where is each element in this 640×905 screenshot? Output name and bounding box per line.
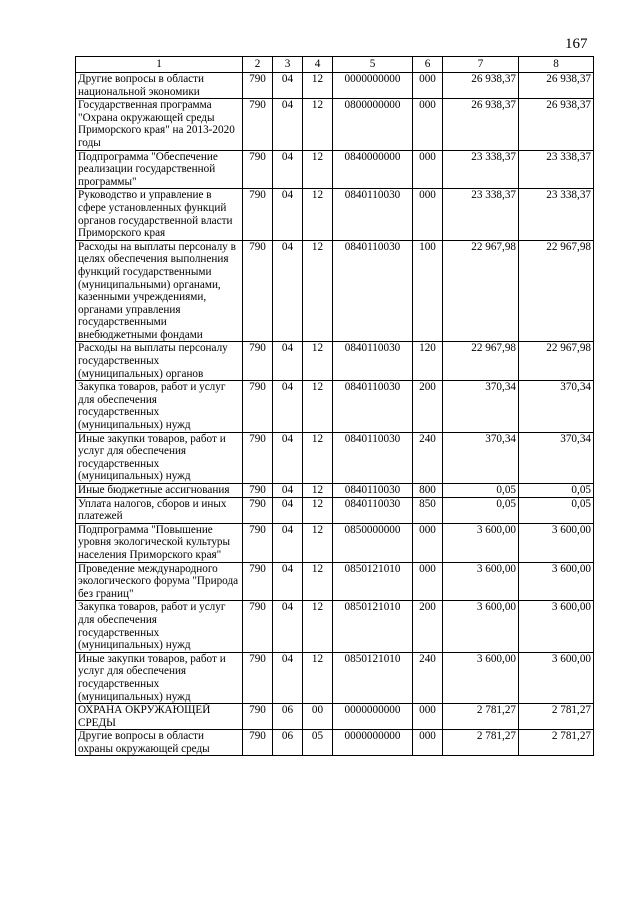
amount-col8: 3 600,00 <box>519 601 594 652</box>
budget-table <box>75 56 594 756</box>
row-name: Закупка товаров, работ и услуг для обеспечения государственных (муниципальных) нужд <box>76 381 243 432</box>
section-code: 06 <box>273 730 303 756</box>
amount-col7: 0,05 <box>443 497 519 523</box>
table-row <box>76 730 594 756</box>
amount-col8: 23 338,37 <box>519 150 594 189</box>
expense-type-code: 000 <box>413 73 443 99</box>
row-name: Иные бюджетные ассигнования <box>76 484 243 498</box>
amount-col8: 26 938,37 <box>519 99 594 150</box>
expense-type-code: 000 <box>413 150 443 189</box>
expense-type-code: 000 <box>413 99 443 150</box>
table-row <box>76 342 594 381</box>
expense-type-code: 240 <box>413 652 443 703</box>
table-row <box>76 484 594 498</box>
target-article-code: 0840110030 <box>333 189 413 240</box>
amount-col7: 370,34 <box>443 432 519 483</box>
target-article-code: 0000000000 <box>333 730 413 756</box>
row-name: Другие вопросы в области национальной экономики <box>76 73 243 99</box>
ministry-code: 790 <box>243 99 273 150</box>
table-row <box>76 150 594 189</box>
subsection-code: 12 <box>303 342 333 381</box>
amount-col7: 22 967,98 <box>443 342 519 381</box>
section-code: 04 <box>273 99 303 150</box>
table-row <box>76 704 594 730</box>
row-name: Расходы на выплаты персоналу в целях обеспечения выполнения функций государственными (муниципальными) органами, казенными учреждениями, органами управления государственными внебюджетными фондами <box>76 240 243 342</box>
row-name: Иные закупки товаров, работ и услуг для обеспечения государственных (муниципальных) нужд <box>76 432 243 483</box>
ministry-code: 790 <box>243 342 273 381</box>
target-article-code: 0850000000 <box>333 523 413 562</box>
table-row <box>76 652 594 703</box>
section-code: 04 <box>273 189 303 240</box>
section-code: 04 <box>273 562 303 601</box>
section-code: 04 <box>273 652 303 703</box>
expense-type-code: 000 <box>413 730 443 756</box>
table-row <box>76 601 594 652</box>
amount-col8: 3 600,00 <box>519 523 594 562</box>
section-code: 04 <box>273 497 303 523</box>
ministry-code: 790 <box>243 652 273 703</box>
table-row <box>76 562 594 601</box>
target-article-code: 0850121010 <box>333 652 413 703</box>
section-code: 04 <box>273 73 303 99</box>
expense-type-code: 120 <box>413 342 443 381</box>
subsection-code: 12 <box>303 497 333 523</box>
ministry-code: 790 <box>243 730 273 756</box>
amount-col7: 23 338,37 <box>443 150 519 189</box>
row-name: Расходы на выплаты персоналу государственных (муниципальных) органов <box>76 342 243 381</box>
row-name: ОХРАНА ОКРУЖАЮЩЕЙ СРЕДЫ <box>76 704 243 730</box>
ministry-code: 790 <box>243 73 273 99</box>
target-article-code: 0840000000 <box>333 150 413 189</box>
column-header: 5 <box>333 57 413 73</box>
ministry-code: 790 <box>243 562 273 601</box>
row-name: Закупка товаров, работ и услуг для обеспечения государственных (муниципальных) нужд <box>76 601 243 652</box>
table-row <box>76 240 594 342</box>
subsection-code: 12 <box>303 99 333 150</box>
subsection-code: 00 <box>303 704 333 730</box>
amount-col8: 2 781,27 <box>519 704 594 730</box>
ministry-code: 790 <box>243 704 273 730</box>
amount-col8: 0,05 <box>519 484 594 498</box>
ministry-code: 790 <box>243 523 273 562</box>
amount-col7: 2 781,27 <box>443 730 519 756</box>
row-name: Подпрограмма "Обеспечение реализации государственной программы" <box>76 150 243 189</box>
section-code: 06 <box>273 704 303 730</box>
subsection-code: 05 <box>303 730 333 756</box>
target-article-code: 0850121010 <box>333 562 413 601</box>
row-name: Другие вопросы в области охраны окружающей среды <box>76 730 243 756</box>
amount-col8: 370,34 <box>519 381 594 432</box>
target-article-code: 0840110030 <box>333 497 413 523</box>
row-name: Подпрограмма "Повышение уровня экологической культуры населения Приморского края" <box>76 523 243 562</box>
amount-col8: 3 600,00 <box>519 652 594 703</box>
section-code: 04 <box>273 342 303 381</box>
ministry-code: 790 <box>243 381 273 432</box>
section-code: 04 <box>273 523 303 562</box>
target-article-code: 0800000000 <box>333 99 413 150</box>
table-row <box>76 523 594 562</box>
section-code: 04 <box>273 484 303 498</box>
expense-type-code: 200 <box>413 381 443 432</box>
amount-col8: 22 967,98 <box>519 342 594 381</box>
amount-col7: 0,05 <box>443 484 519 498</box>
ministry-code: 790 <box>243 601 273 652</box>
column-header: 4 <box>303 57 333 73</box>
column-header: 7 <box>443 57 519 73</box>
amount-col7: 3 600,00 <box>443 601 519 652</box>
target-article-code: 0000000000 <box>333 73 413 99</box>
column-header: 8 <box>519 57 594 73</box>
target-article-code: 0840110030 <box>333 484 413 498</box>
table-row <box>76 381 594 432</box>
expense-type-code: 000 <box>413 562 443 601</box>
row-name: Государственная программа "Охрана окружающей среды Приморского края" на 2013-2020 годы <box>76 99 243 150</box>
expense-type-code: 100 <box>413 240 443 342</box>
ministry-code: 790 <box>243 484 273 498</box>
section-code: 04 <box>273 601 303 652</box>
row-name: Руководство и управление в сфере установленных функций органов государственной власти Приморского края <box>76 189 243 240</box>
table-row <box>76 432 594 483</box>
amount-col7: 3 600,00 <box>443 523 519 562</box>
amount-col8: 23 338,37 <box>519 189 594 240</box>
expense-type-code: 240 <box>413 432 443 483</box>
table-header-row <box>76 57 594 73</box>
amount-col8: 3 600,00 <box>519 562 594 601</box>
amount-col8: 22 967,98 <box>519 240 594 342</box>
amount-col7: 22 967,98 <box>443 240 519 342</box>
amount-col8: 2 781,27 <box>519 730 594 756</box>
subsection-code: 12 <box>303 189 333 240</box>
amount-col7: 26 938,37 <box>443 73 519 99</box>
expense-type-code: 850 <box>413 497 443 523</box>
amount-col7: 3 600,00 <box>443 652 519 703</box>
section-code: 04 <box>273 240 303 342</box>
subsection-code: 12 <box>303 601 333 652</box>
subsection-code: 12 <box>303 240 333 342</box>
subsection-code: 12 <box>303 652 333 703</box>
row-name: Уплата налогов, сборов и иных платежей <box>76 497 243 523</box>
row-name: Иные закупки товаров, работ и услуг для обеспечения государственных (муниципальных) нужд <box>76 652 243 703</box>
subsection-code: 12 <box>303 150 333 189</box>
expense-type-code: 200 <box>413 601 443 652</box>
column-header: 1 <box>76 57 243 73</box>
section-code: 04 <box>273 150 303 189</box>
subsection-code: 12 <box>303 562 333 601</box>
section-code: 04 <box>273 381 303 432</box>
subsection-code: 12 <box>303 523 333 562</box>
subsection-code: 12 <box>303 73 333 99</box>
amount-col7: 23 338,37 <box>443 189 519 240</box>
row-name: Проведение международного экологического форума "Природа без границ" <box>76 562 243 601</box>
target-article-code: 0850121010 <box>333 601 413 652</box>
amount-col8: 26 938,37 <box>519 73 594 99</box>
table-row <box>76 99 594 150</box>
ministry-code: 790 <box>243 150 273 189</box>
expense-type-code: 000 <box>413 704 443 730</box>
target-article-code: 0840110030 <box>333 381 413 432</box>
ministry-code: 790 <box>243 497 273 523</box>
column-header: 3 <box>273 57 303 73</box>
ministry-code: 790 <box>243 240 273 342</box>
table-row <box>76 73 594 99</box>
target-article-code: 0000000000 <box>333 704 413 730</box>
page-number: 167 <box>565 36 588 52</box>
table-row <box>76 497 594 523</box>
target-article-code: 0840110030 <box>333 240 413 342</box>
section-code: 04 <box>273 432 303 483</box>
amount-col7: 2 781,27 <box>443 704 519 730</box>
subsection-code: 12 <box>303 432 333 483</box>
target-article-code: 0840110030 <box>333 432 413 483</box>
subsection-code: 12 <box>303 484 333 498</box>
ministry-code: 790 <box>243 432 273 483</box>
expense-type-code: 000 <box>413 189 443 240</box>
column-header: 6 <box>413 57 443 73</box>
amount-col7: 370,34 <box>443 381 519 432</box>
amount-col8: 370,34 <box>519 432 594 483</box>
target-article-code: 0840110030 <box>333 342 413 381</box>
subsection-code: 12 <box>303 381 333 432</box>
expense-type-code: 000 <box>413 523 443 562</box>
column-header: 2 <box>243 57 273 73</box>
ministry-code: 790 <box>243 189 273 240</box>
amount-col7: 3 600,00 <box>443 562 519 601</box>
expense-type-code: 800 <box>413 484 443 498</box>
table-row <box>76 189 594 240</box>
amount-col8: 0,05 <box>519 497 594 523</box>
amount-col7: 26 938,37 <box>443 99 519 150</box>
